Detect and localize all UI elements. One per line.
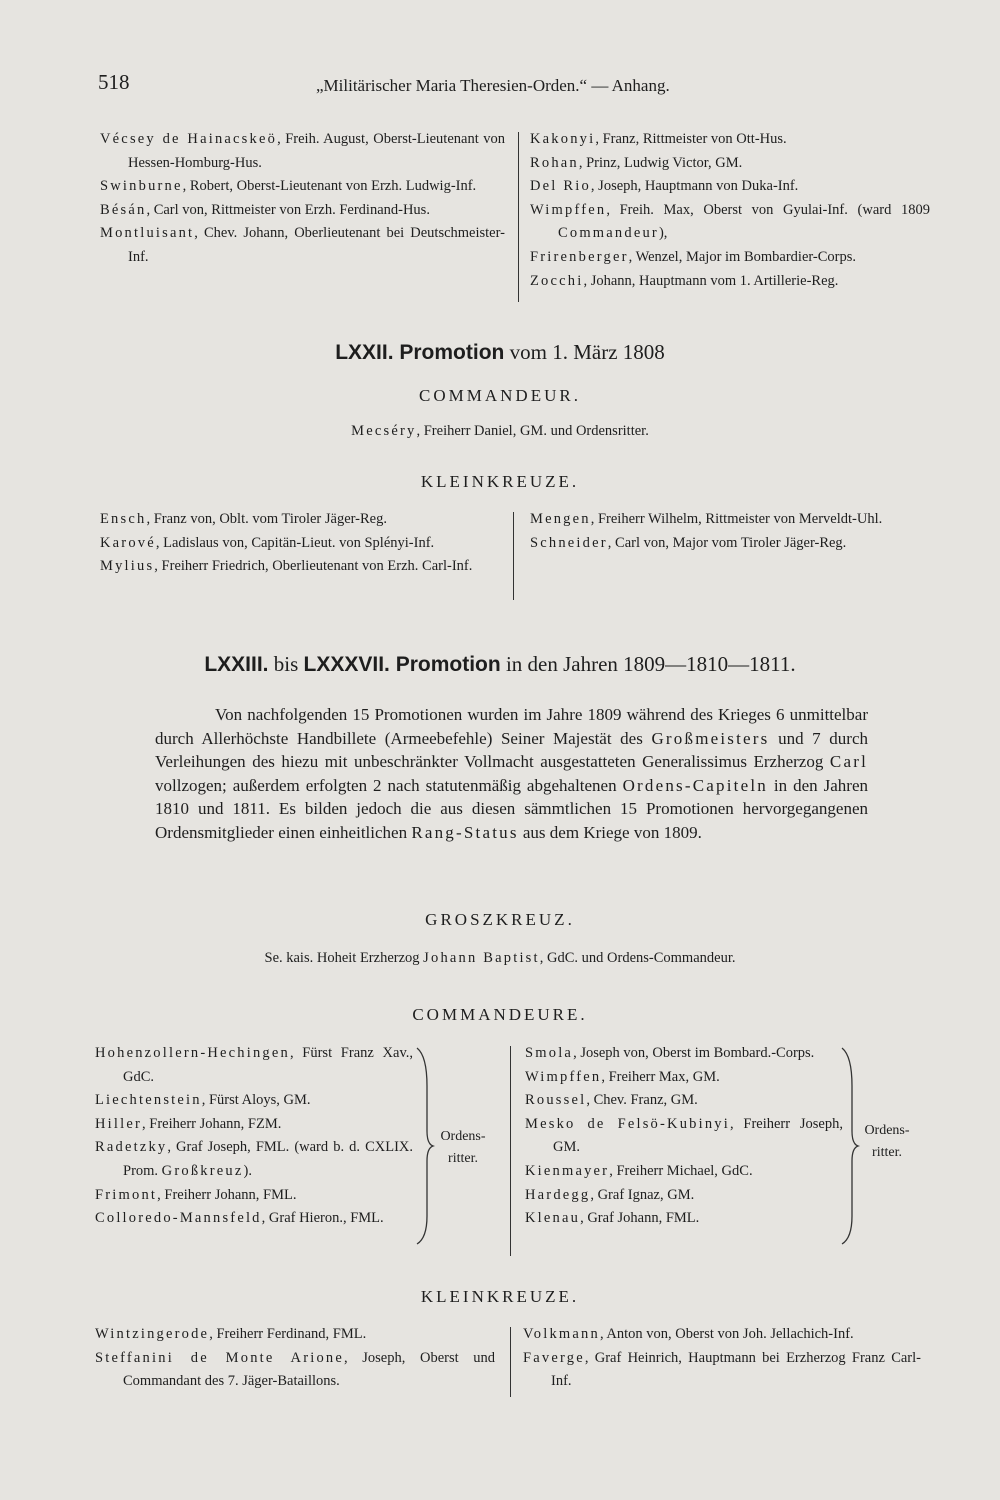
list-entry [530, 128, 930, 152]
list-entry [525, 1066, 843, 1090]
promotion-72-heading [0, 340, 1000, 365]
entry-details: , Anton von, Oberst von Joh. Jellachich-Inf. [599, 1326, 854, 1342]
entry-name: Ensch [100, 511, 147, 527]
entry-details: , Freiherr Michael, GdC. [609, 1162, 753, 1179]
entry-name: Kienmayer [525, 1162, 610, 1179]
entry-details: , Joseph von, Oberst im Bombard.-Corps. [573, 1045, 815, 1061]
entry-details: , Freiherr Johann, FZM. [142, 1115, 282, 1132]
entry-details: , Prinz, Ludwig Victor, GM. [578, 154, 743, 171]
entry-details: , Fürst Aloys, GM. [201, 1092, 311, 1109]
list-entry [100, 555, 505, 579]
p72-right-column [530, 508, 930, 555]
groszkreuz-name: Johann Baptist [423, 950, 540, 966]
commandeure-heading: COMMANDEURE. [412, 1005, 588, 1024]
list-entry [95, 1207, 413, 1231]
promotion-87-bold: LXXXVII. Promotion [303, 653, 501, 676]
list-entry [530, 199, 930, 246]
entry-details: , Graf Johann, FML. [580, 1210, 700, 1227]
entry-name: Mesko de Felsö-Kubinyi [525, 1115, 730, 1132]
list-entry [100, 128, 505, 175]
list-entry [525, 1160, 843, 1184]
promotion-72-date: vom 1. März 1808 [504, 340, 665, 364]
entry-details: , Fürst Franz Xav., GdC. [123, 1045, 413, 1085]
groszkreuz-entry [0, 950, 1000, 967]
entry-details-secondary: ). [243, 1162, 252, 1179]
entry-details: , Graf Heinrich, Hauptmann bei Erzherzog Franz Carl-Inf. [551, 1349, 921, 1390]
commandeur-heading: COMMANDEUR. [419, 386, 581, 405]
column-divider [510, 1327, 511, 1397]
entry-name: Frimont [95, 1186, 158, 1203]
entry-details: , Freiherr Ferdinand, FML. [209, 1326, 367, 1342]
entry-name: Roussel [525, 1092, 587, 1109]
entry-details: , Graf Joseph, FML. (ward b. d. CXLIX. Prom. [123, 1139, 413, 1179]
list-entry [525, 1184, 843, 1208]
p72-left-column [100, 508, 505, 579]
list-entry [100, 532, 505, 556]
entry-name: Wintzingerode [95, 1326, 210, 1342]
list-entry [530, 508, 930, 532]
list-entry [530, 152, 930, 176]
entry-details: , Freiherr Max, GM. [601, 1068, 720, 1085]
entry-details: , Franz, Rittmeister von Ott-Hus. [595, 131, 787, 147]
kleinkreuze-heading-73: KLEINKREUZE. [420, 1287, 580, 1306]
entry-details: , Franz von, Oblt. vom Tiroler Jäger-Reg. [146, 511, 387, 527]
groszkreuz-rest: , GdC. und Ordens-Commandeur. [539, 950, 736, 966]
page-number: 518 [98, 70, 130, 94]
entry-name: Hardegg [525, 1186, 591, 1203]
entry-name: Volkmann [523, 1326, 600, 1342]
paragraph-run: Von nachfolgenden 15 Promotionen wurden im Jahre 1809 während des Krieges 6 unmittelbar durch Allerhöchste Handbillete (Armeebefehle) Seiner Majestät des [155, 705, 868, 748]
list-entry [525, 1042, 843, 1066]
entry-name: Rohan [530, 154, 579, 171]
entry-name-secondary: Commandeur [558, 225, 659, 242]
promotion-bis: bis [268, 652, 304, 676]
entry-name: Radetzky [95, 1139, 168, 1156]
entry-name: Hiller [95, 1115, 143, 1132]
list-entry [525, 1113, 843, 1160]
promotion-72-bold: LXXII. Promotion [335, 341, 505, 364]
paragraph-run: aus dem Kriege von 1809. [518, 822, 702, 842]
list-entry [525, 1207, 843, 1231]
list-entry [95, 1089, 413, 1113]
kleinkreuze-heading-72: KLEINKREUZE. [420, 472, 580, 491]
entry-details: , Chev. Franz, GM. [586, 1092, 698, 1109]
entry-name: Smola [525, 1045, 574, 1061]
entry-name: Liechtenstein [95, 1092, 202, 1109]
column-divider [513, 512, 514, 600]
entry-details: , Joseph, Hauptmann von Duka-Inf. [590, 178, 799, 195]
entry-details: , Freiherr Wilhelm, Rittmeister von Merveldt-Uhl. [590, 511, 883, 527]
paragraph-run: und 7 durch Verleihungen des hiezu mit unbeschränkter Vollmacht ausgestatteten Generalissimus Erzherzog [155, 728, 868, 772]
kleinkreuze-left-column [95, 1323, 495, 1394]
top-right-column [530, 128, 930, 293]
groszkreuz-heading: GROSZKREUZ. [425, 910, 575, 929]
entry-name: Wimpffen [525, 1068, 602, 1085]
commandeur-entry [0, 423, 1000, 440]
entry-details: , Freih. Max, Oberst von Gyulai-Inf. (ward 1809 [606, 201, 930, 218]
promotion-paragraph [155, 703, 868, 845]
promotion-73-bold: LXXIII. [204, 653, 269, 676]
entry-name: Mengen [530, 511, 591, 527]
list-entry [523, 1347, 921, 1394]
entry-details: , Ladislaus von, Capitän-Lieut. von Splényi-Inf. [155, 534, 435, 551]
column-divider [510, 1046, 511, 1256]
list-entry [530, 175, 930, 199]
entry-details: , Freiherr Joseph, GM. [553, 1115, 843, 1156]
entry-name: Wimpffen [530, 201, 607, 218]
entry-name: Mylius [100, 558, 155, 575]
list-entry [530, 270, 930, 294]
entry-name: Schneider [530, 534, 608, 551]
commandeure-right-column [525, 1042, 843, 1231]
ordensritter-label-left: Ordens- ritter. [440, 1129, 486, 1166]
paragraph-text [155, 705, 868, 842]
entry-name: Vécsey de Hainacskeö [100, 131, 278, 147]
list-entry [100, 199, 505, 223]
entry-details: , Carl von, Major vom Tiroler Jäger-Reg. [607, 534, 847, 551]
spaced-term: Rang-Status [411, 822, 519, 842]
list-entry [95, 1042, 413, 1089]
entry-details: , Joseph, Oberst und Commandant des 7. Jäger-Bataillons. [123, 1349, 495, 1390]
entry-name: Zocchi [530, 272, 584, 289]
entry-name: Kakonyi [530, 131, 596, 147]
entry-name-secondary: Großkreuz [161, 1162, 244, 1179]
entry-name: Hohenzollern-Hechingen [95, 1045, 290, 1061]
entry-name: Bésán [100, 201, 147, 218]
page-header [98, 70, 940, 100]
spaced-term: Großmeisters [651, 728, 770, 748]
list-entry [525, 1089, 843, 1113]
spaced-term: Carl [829, 752, 868, 772]
list-entry [95, 1184, 413, 1208]
column-divider [518, 132, 519, 302]
paragraph-run: vollzogen; außerdem erfolgten 2 nach statutenmäßig abgehaltenen [155, 775, 623, 795]
entry-details: , Graf Ignaz, GM. [590, 1186, 695, 1203]
entry-name: Swinburne [100, 178, 183, 195]
list-entry [95, 1113, 413, 1137]
entry-details: , Robert, Oberst-Lieutenant von Erzh. Ludwig-Inf. [182, 178, 477, 195]
commandeure-left-column [95, 1042, 413, 1231]
kleinkreuze-right-column [523, 1323, 921, 1394]
list-entry [523, 1323, 921, 1347]
entry-details: , Chev. Johann, Oberlieutenant bei Deutschmeister-Inf. [128, 225, 505, 265]
list-entry [100, 175, 505, 199]
list-entry [100, 508, 505, 532]
commandeur-rest: , Freiherr Daniel, GM. und Ordensritter. [416, 423, 649, 439]
entry-name: Frirenberger [530, 248, 629, 265]
list-entry [530, 246, 930, 270]
entry-name: Del Rio [530, 178, 591, 195]
promotion-73-87-heading [0, 652, 1000, 677]
entry-details: , Carl von, Rittmeister von Erzh. Ferdinand-Hus. [146, 201, 430, 218]
entry-details: , Freiherr Friedrich, Oberlieutenant von Erzh. Carl-Inf. [154, 558, 473, 575]
running-title: „Militärischer Maria Theresien-Orden.“ — Anhang. [316, 76, 670, 95]
entry-name: Karové [100, 534, 156, 551]
list-entry [530, 532, 930, 556]
top-left-column [100, 128, 505, 270]
entry-name: Colloredo-Mannsfeld [95, 1210, 262, 1227]
entry-details: , Graf Hieron., FML. [261, 1210, 384, 1227]
promotion-years: in den Jahren 1809—1810—1811. [500, 652, 796, 676]
list-entry [100, 222, 505, 269]
groszkreuz-pre: Se. kais. Hoheit Erzherzog [264, 950, 424, 966]
list-entry [95, 1136, 413, 1183]
entry-name: Klenau [525, 1210, 581, 1227]
list-entry [95, 1323, 495, 1347]
entry-name: Faverge [523, 1349, 585, 1366]
entry-details: , Freih. August, Oberst-Lieutenant von Hessen-Homburg-Hus. [128, 131, 505, 171]
entry-details-secondary: ), [658, 225, 668, 242]
entry-details: , Wenzel, Major im Bombardier-Corps. [628, 248, 857, 265]
list-entry [95, 1347, 495, 1394]
paragraph-run: in den Jahren 1810 und 1811. Es bilden jedoch die aus diesen sämmtlichen 15 Promotionen hervorgegangenen Ordensmitglieder einen einheitlichen [155, 775, 868, 842]
entry-name: Montluisant [100, 225, 195, 242]
commandeur-name: Mecséry [351, 423, 417, 439]
entry-details: , Freiherr Johann, FML. [157, 1186, 297, 1203]
entry-details: , Johann, Hauptmann vom 1. Artillerie-Reg. [583, 272, 839, 289]
entry-name: Steffanini de Monte Arione [95, 1349, 344, 1366]
ordensritter-label-right: Ordens- ritter. [864, 1123, 910, 1160]
spaced-term: Ordens-Capiteln [622, 775, 768, 795]
